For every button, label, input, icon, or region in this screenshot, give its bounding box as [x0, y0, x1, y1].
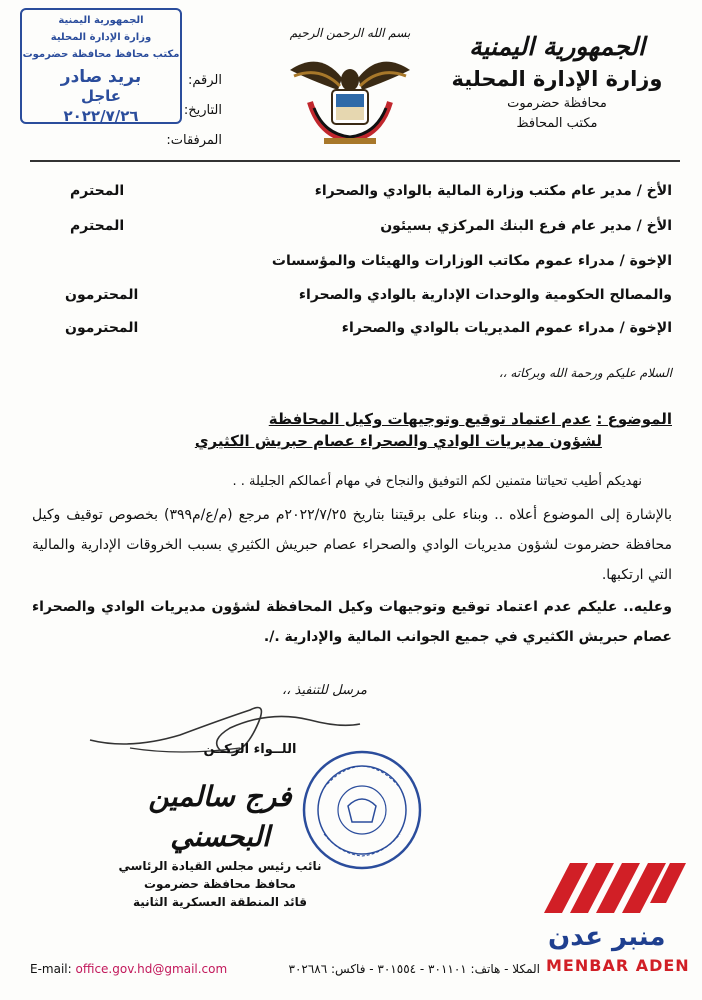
footer-address: المكلا - هاتف: ٣٠١١٠١ - ٣٠١٥٥٤ - فاكس: ٣٠٢٦٨٦: [288, 962, 540, 976]
addressee-line: الأخ / مدير عام مكتب وزارة المالية بالوادي والصحراء: [314, 183, 672, 199]
ref-label: الرقم:: [188, 73, 222, 88]
subject-line-1: عدم اعتماد توقيع وتوجيهات وكيل المحافظة: [268, 410, 592, 428]
addressee-honorific: المحترمون: [65, 320, 139, 336]
signatory-title: محافظ محافظة حضرموت: [143, 877, 296, 891]
email-label: E-mail:: [30, 962, 72, 976]
attachments-label: المرفقات:: [166, 133, 222, 148]
addressee-honorific: المحترم: [70, 183, 125, 199]
ministry-title: وزارة الإدارة المحلية: [451, 67, 663, 91]
signatory-title: قائد المنطقة العسكرية الثانية: [132, 895, 308, 909]
watermark-english: MENBAR ADEN: [546, 956, 690, 975]
signatory-title: نائب رئيس مجلس القيادة الرئاسي: [118, 859, 322, 873]
eagle-emblem-icon: [280, 40, 420, 148]
subject-line-2: لشؤون مديريات الوادي والصحراء عصام حبريش الكثيري: [194, 432, 602, 450]
governorate-name: محافظة حضرموت: [507, 96, 607, 111]
addressee-line: الإخوة / مدراء عموم مكاتب الوزارات والهيئات والمؤسسات: [271, 253, 672, 269]
stamp-line-3: مكتب محافظ محافظة حضرموت: [22, 49, 180, 60]
national-emblem: [280, 26, 420, 152]
signatory-titles: [100, 857, 340, 911]
stamp-line-1: الجمهورية اليمنية: [58, 15, 144, 26]
addressee-line: الأخ / مدير عام فرع البنك المركزي بسيئون: [380, 218, 672, 234]
republic-title: الجمهورية اليمنية: [469, 32, 645, 61]
addressee-line: والمصالح الحكومية والوحدات الإدارية بالوادي والصحراء: [298, 287, 672, 303]
email-link[interactable]: office.gov.hd@gmail.com: [75, 962, 228, 976]
stamp-line-2: وزارة الإدارة المحلية: [50, 32, 152, 43]
date-label: التاريخ:: [183, 103, 222, 118]
footer: [30, 958, 680, 982]
addressee-line: الإخوة / مدراء عموم المديريات بالوادي والصحراء: [341, 320, 672, 336]
sendoff: مرسل للتنفيذ ،،: [282, 683, 367, 698]
footer-email: [30, 962, 227, 976]
addressee-honorific: المحترمون: [65, 287, 139, 303]
subject: [172, 408, 672, 452]
watermark-arabic: منبر عدن: [548, 922, 666, 952]
body-paragraph-2: وعليه.. عليكم عدم اعتماد توقيع وتوجيهات وكيل المحافظة لشؤون مديريات الوادي والصحراء عصام حبريش الكثيري في جميع الجوانب المالية والإدارية ./.: [32, 599, 672, 645]
letterhead: [442, 30, 672, 134]
stamp-sent: بريد صادر: [60, 67, 142, 87]
intro-text: نهديكم أطيب تحياتنا متمنين لكم التوفيق والنجاح في مهام أعمالكم الجليلة . .: [232, 474, 642, 489]
office-name: مكتب المحافظ: [516, 116, 598, 131]
signatory-block: [100, 742, 340, 911]
subject-label: الموضوع :: [596, 410, 672, 428]
header-divider: [30, 160, 680, 162]
stamp-date: ٢٠٢٢/٧/٢٦: [63, 107, 139, 125]
reference-fields: [150, 66, 222, 156]
greeting: السلام عليكم ورحمة الله وبركاته ،،: [498, 366, 672, 380]
signatory-rank: اللــواء الركــن: [203, 742, 297, 757]
signatory-name: فرج سالمين البحسني: [148, 780, 292, 853]
addressee-honorific: المحترم: [70, 218, 125, 234]
stamp-urgent: عاجل: [80, 87, 122, 105]
body-paragraph-1: بالإشارة إلى الموضوع أعلاه .. وبناء على برقيتنا بتاريخ ٢٠٢٢/٧/٢٥م مرجع (م/ع/م٣٩٩) بخصوص توقيف وكيل محافظة حضرموت لشؤون مديريات الوادي والصحراء عصام حبريش الكثيري بسبب الخروقات الإدارية والمالية التي ارتكبها.: [32, 507, 673, 583]
basmala: بسم الله الرحمن الرحيم: [289, 26, 411, 40]
